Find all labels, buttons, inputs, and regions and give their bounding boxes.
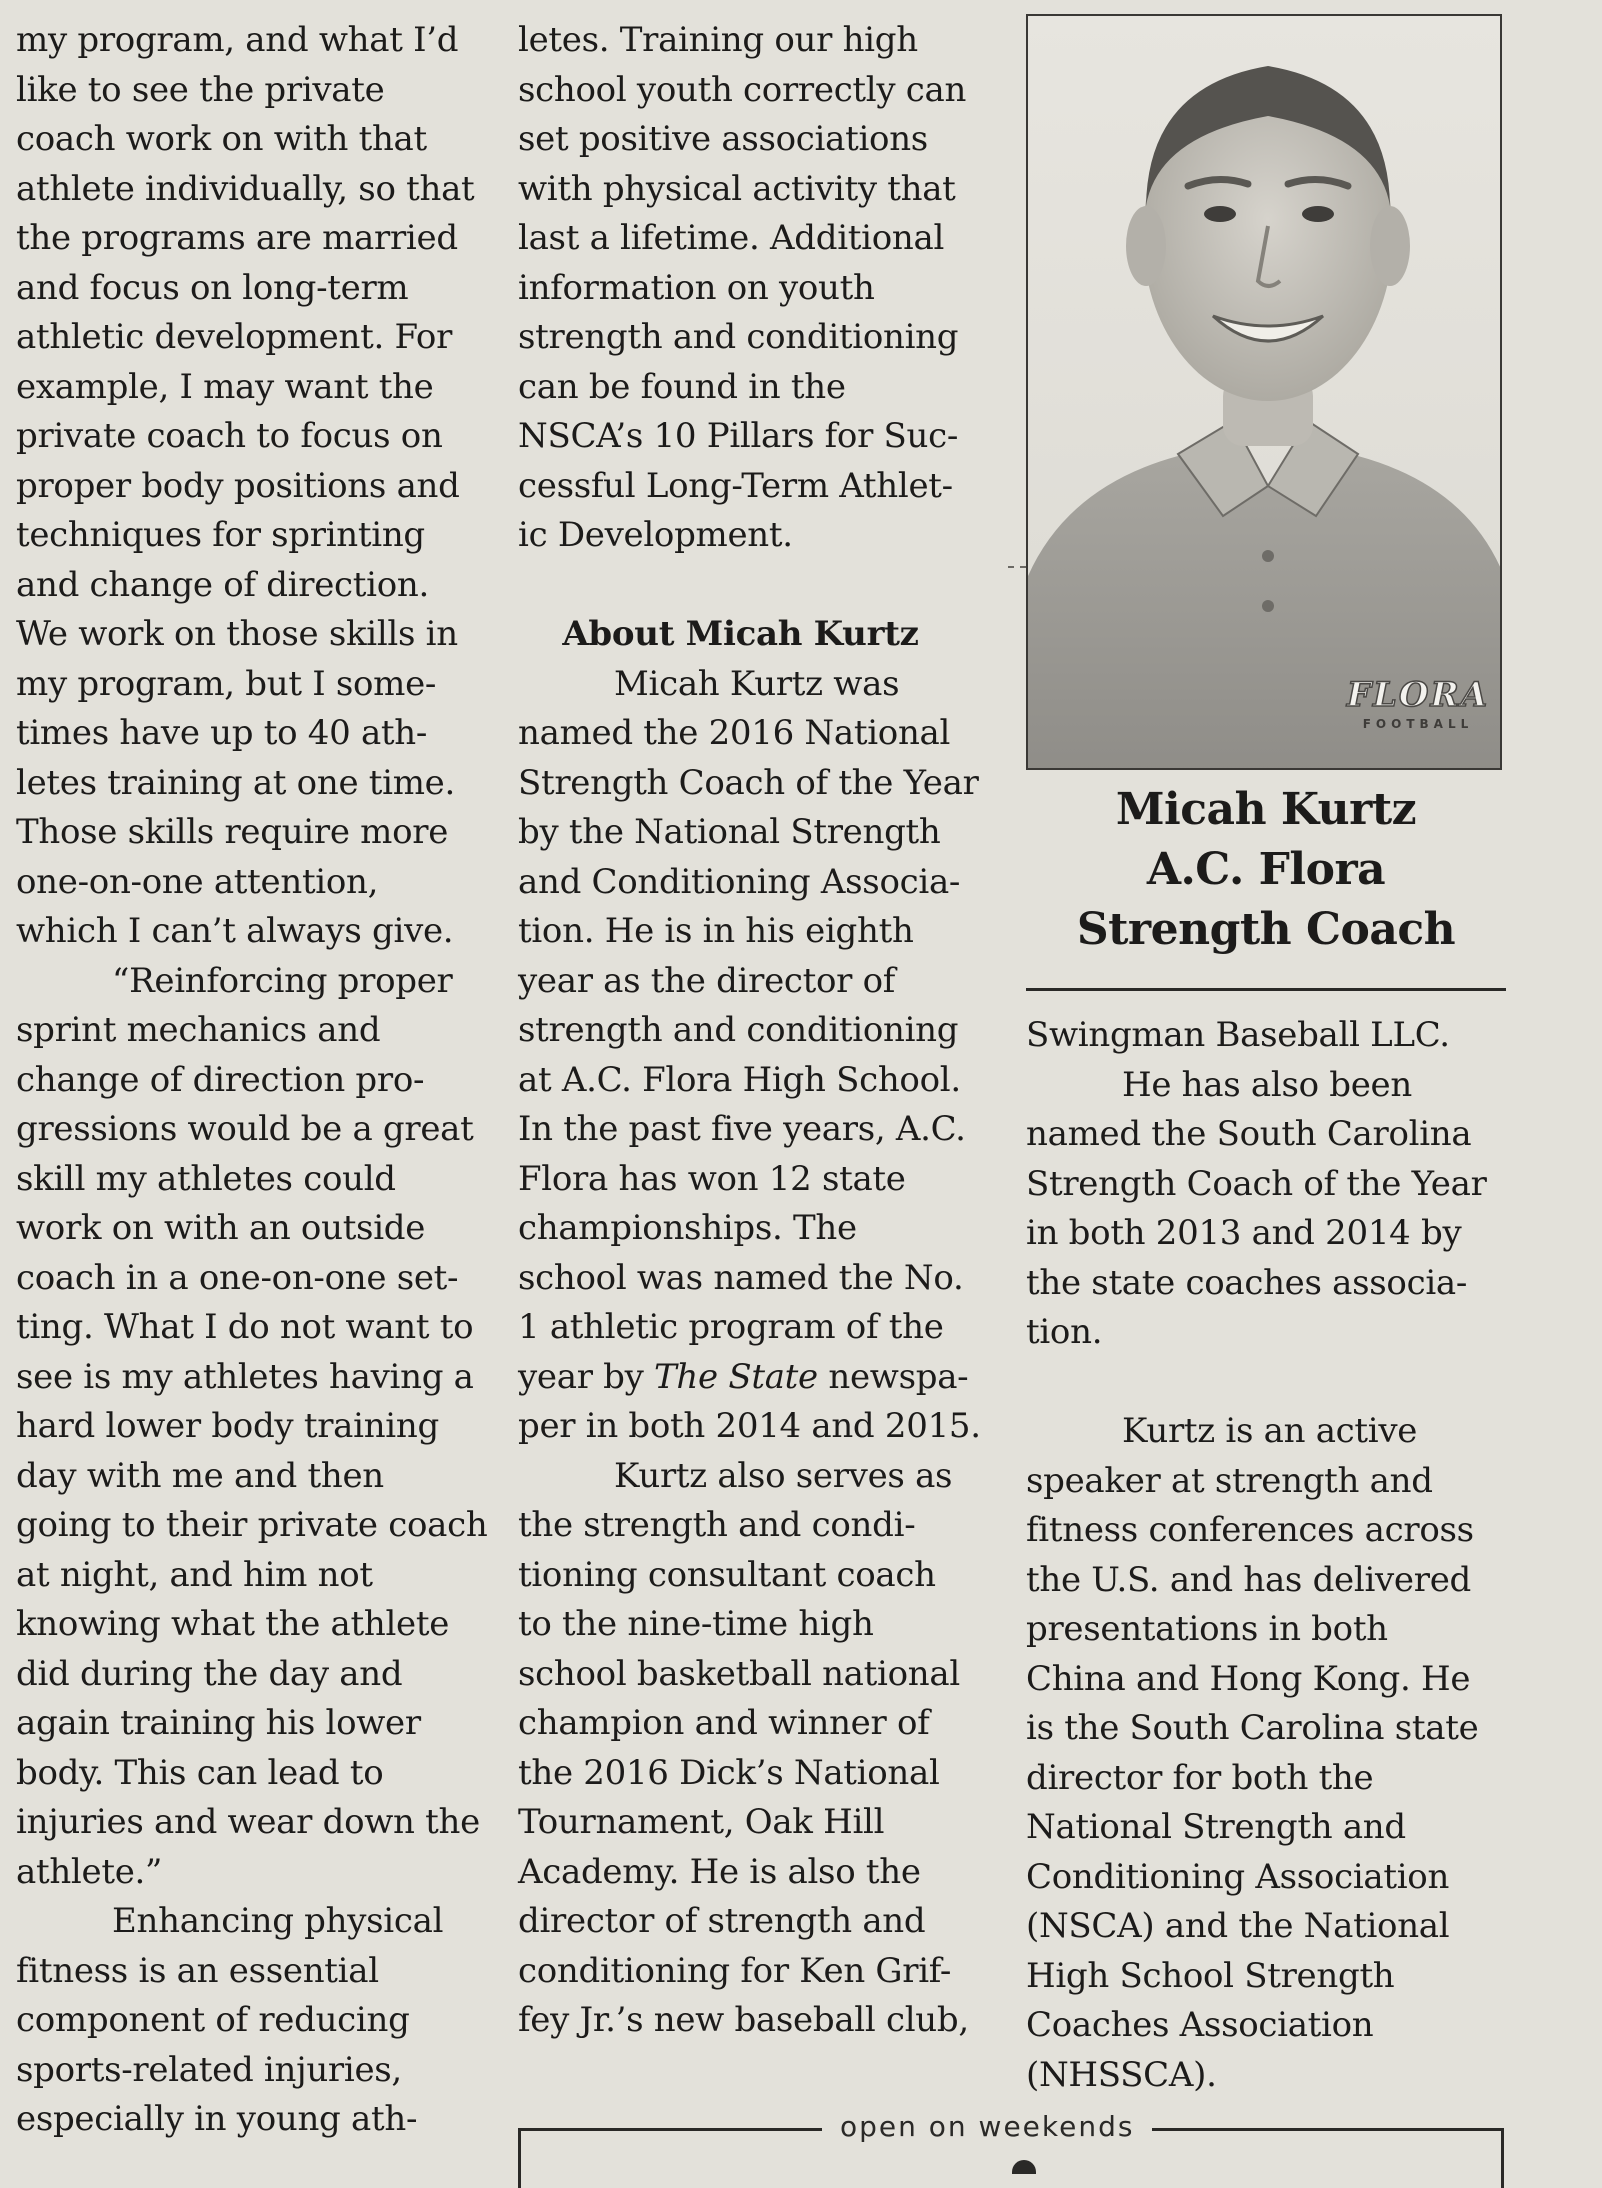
text-line: (NHSSCA). (1026, 2054, 1217, 2095)
text-line: per in both 2014 and 2015. (518, 1406, 981, 1446)
text-line: championships. The (518, 1208, 857, 1248)
text-line: coach in a one-on-one set- (16, 1257, 459, 1298)
text-line: body. This can lead to (16, 1752, 384, 1793)
text-line: China and Hong Kong. He (1026, 1658, 1471, 1699)
text-line: Swingman Baseball LLC. (1026, 1015, 1450, 1055)
newspaper-name: The State (654, 1356, 818, 1397)
text-line: work on with an outside (16, 1208, 426, 1248)
text-line: techniques for sprinting (16, 515, 425, 555)
text-line: athlete individually, so that (16, 168, 475, 209)
text-line: going to their private coach (16, 1505, 488, 1545)
text-line: with physical activity that (518, 168, 956, 209)
text-line: director for both the (1026, 1757, 1374, 1798)
text-line: by the National Strength (518, 812, 941, 852)
text-line: example, I may want the (16, 366, 434, 407)
text-line: my program, but I some- (16, 663, 437, 704)
text-line: cessful Long-Term Athlet- (518, 465, 953, 506)
text-line: school youth correctly can (518, 69, 967, 110)
text-line: skill my athletes could (16, 1158, 396, 1199)
shirt-button (1262, 550, 1274, 562)
text-line: at night, and him not (16, 1554, 373, 1595)
text-line: sports-related injuries, (16, 2049, 402, 2090)
text-line: In the past five years, A.C. (518, 1109, 966, 1149)
text-line: and change of direction. (16, 564, 429, 605)
text-line: and Conditioning Associa- (518, 861, 961, 902)
text-line: “Reinforcing proper (112, 960, 453, 1001)
advertisement-label: open on weekends (822, 2110, 1152, 2143)
eye-left (1204, 206, 1236, 222)
text-line: times have up to 40 ath- (16, 713, 428, 753)
shirt-logo: FLORA (1346, 675, 1490, 715)
text-line: letes training at one time. (16, 762, 455, 803)
text-line: tion. (1026, 1312, 1103, 1352)
text-line: the strength and condi- (518, 1505, 916, 1545)
text-line: strength and conditioning (518, 317, 959, 357)
text-line: the programs are married (16, 218, 458, 258)
text-line: component of reducing (16, 2000, 410, 2040)
column-divider (1008, 566, 1026, 568)
text-line: Strength Coach of the Year (1026, 1163, 1487, 1204)
text-line: Those skills require more (16, 812, 449, 852)
caption-role: Strength Coach (1076, 904, 1456, 955)
portrait-illustration (1028, 16, 1502, 770)
text-line: the 2016 Dick’s National (518, 1752, 940, 1793)
text-line: athlete.” (16, 1851, 163, 1892)
text-line: day with me and then (16, 1455, 384, 1496)
caption-name: Micah Kurtz (1115, 784, 1417, 835)
article-column-2 (518, 16, 1003, 2046)
text-line: letes. Training our high (518, 20, 918, 60)
text-line: champion and winner of (518, 1703, 930, 1743)
text-line: in both 2013 and 2014 by (1026, 1213, 1462, 1253)
text-line: gressions would be a great (16, 1109, 474, 1149)
text-line: like to see the private (16, 69, 385, 110)
text-line: Kurtz is an active (1122, 1411, 1418, 1451)
text-line: tioning consultant coach (518, 1554, 936, 1595)
text-line: year as the director of (518, 960, 896, 1001)
text-line: to the nine-time high (518, 1604, 874, 1644)
article-column-1 (16, 16, 501, 2145)
text-line: fitness is an essential (16, 1950, 379, 1991)
text-line: private coach to focus on (16, 416, 443, 456)
paragraph-gap (518, 561, 1003, 611)
photo-caption (1026, 780, 1506, 960)
text-line: director of strength and (518, 1901, 926, 1941)
text-line: injuries and wear down the (16, 1802, 480, 1842)
text-line: (NSCA) and the National (1026, 1906, 1450, 1946)
text-line: Coaches Association (1026, 2005, 1374, 2045)
coach-photo (1026, 14, 1502, 770)
ear-left (1126, 206, 1166, 286)
text-line: conditioning for Ken Grif- (518, 1950, 952, 1991)
text-line: We work on those skills in (16, 614, 458, 654)
text-line: Tournament, Oak Hill (518, 1802, 885, 1842)
shirt-logo-sub: FOOTBALL (1362, 717, 1474, 731)
text-line: school basketball national (518, 1653, 960, 1694)
text-line: presentations in both (1026, 1609, 1388, 1649)
text-line: fey Jr.’s new baseball club, (518, 2000, 969, 2040)
text-line: Micah Kurtz was (614, 663, 900, 704)
text-line: sprint mechanics and (16, 1010, 381, 1050)
text-line: again training his lower (16, 1703, 421, 1743)
text-line: can be found in the (518, 366, 846, 407)
ear-right (1370, 206, 1410, 286)
text-line: NSCA’s 10 Pillars for Suc- (518, 416, 959, 456)
text-line: ting. What I do not want to (16, 1307, 474, 1347)
text-fragment: newspa- (817, 1356, 969, 1397)
text-line: He has also been (1122, 1064, 1412, 1105)
text-line: strength and conditioning (518, 1010, 959, 1050)
text-line: proper body positions and (16, 465, 460, 506)
text-line: information on youth (518, 267, 875, 308)
newspaper-line (518, 1353, 1003, 1403)
text-line: set positive associations (518, 119, 928, 159)
paragraph-gap (1026, 1358, 1516, 1408)
text-line: the U.S. and has delivered (1026, 1559, 1471, 1600)
text-line: the state coaches associa- (1026, 1262, 1468, 1303)
text-line: 1 athletic program of the (518, 1307, 944, 1347)
text-line: Kurtz also serves as (614, 1455, 953, 1496)
section-heading: About Micah Kurtz (562, 614, 919, 654)
text-line: hard lower body training (16, 1406, 439, 1446)
text-line: fitness conferences across (1026, 1510, 1474, 1550)
shirt-button (1262, 600, 1274, 612)
text-line: named the 2016 National (518, 713, 951, 753)
text-line: speaker at strength and (1026, 1460, 1433, 1501)
text-line: knowing what the athlete (16, 1604, 450, 1644)
text-line: school was named the No. (518, 1257, 964, 1298)
text-line: High School Strength (1026, 1955, 1395, 1996)
text-line: at A.C. Flora High School. (518, 1059, 961, 1100)
text-line: Conditioning Association (1026, 1856, 1450, 1897)
eye-right (1302, 206, 1334, 222)
text-line: Academy. He is also the (518, 1851, 921, 1892)
text-line: named the South Carolina (1026, 1114, 1472, 1154)
text-line: especially in young ath- (16, 2099, 418, 2139)
text-line: see is my athletes having a (16, 1356, 474, 1397)
text-line: ic Development. (518, 515, 793, 555)
text-line: last a lifetime. Additional (518, 218, 945, 258)
article-column-3 (1026, 1011, 1516, 2100)
text-line: Flora has won 12 state (518, 1158, 906, 1199)
text-line: and focus on long-term (16, 267, 409, 308)
caption-divider (1026, 988, 1506, 991)
text-line: National Strength and (1026, 1807, 1406, 1847)
text-line: my program, and what I’d (16, 20, 459, 60)
text-line: athletic development. For (16, 317, 453, 357)
text-line: one-on-one attention, (16, 861, 379, 902)
text-fragment: year by (518, 1356, 655, 1397)
caption-school: A.C. Flora (1146, 844, 1386, 895)
text-line: coach work on with that (16, 119, 427, 159)
text-line: Enhancing physical (112, 1901, 444, 1941)
text-line: did during the day and (16, 1653, 403, 1694)
text-line: tion. He is in his eighth (518, 911, 914, 951)
text-line: is the South Carolina state (1026, 1708, 1479, 1748)
text-line: which I can’t always give. (16, 911, 454, 951)
text-line: Strength Coach of the Year (518, 762, 979, 803)
text-line: change of direction pro- (16, 1059, 425, 1100)
